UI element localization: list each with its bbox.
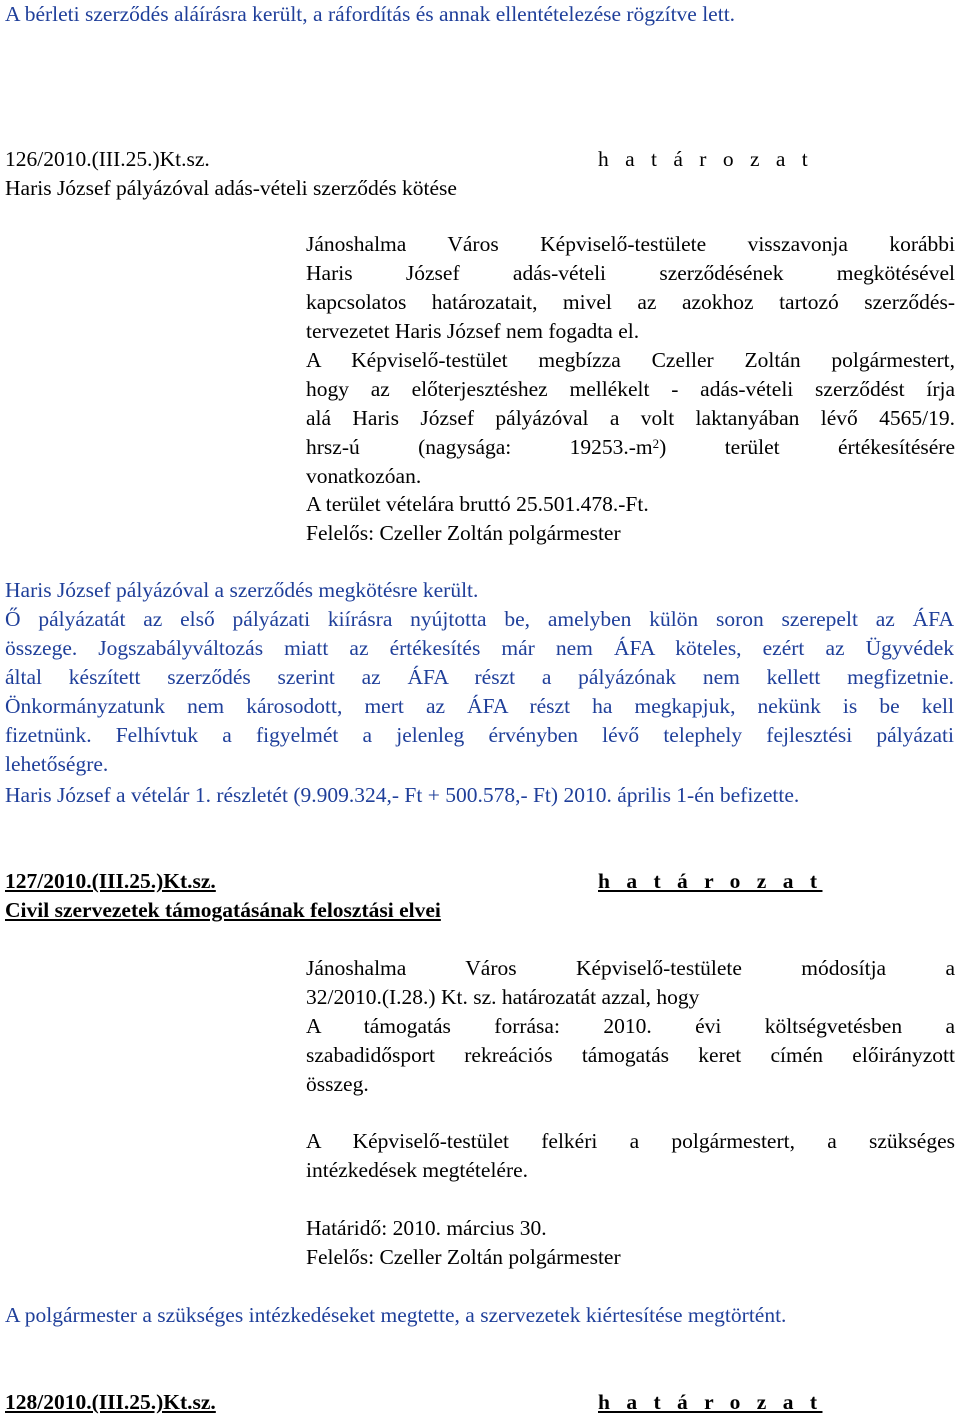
resolution-126-title: Haris József pályázóval adás-vételi szerződés kötése (5, 176, 457, 200)
resolution-126-price: A terület vételára bruttó 25.501.478.-Ft. (306, 492, 649, 516)
report-line: összege. Jogszabályváltozás miatt az értékesítés már nem ÁFA köteles, ezért az Ügyvédek (5, 636, 954, 660)
resolution-127-title: Civil szervezetek támogatásának felosztási elvei (5, 898, 441, 922)
report-126-paragraph (5, 605, 954, 779)
superscript: 2 (652, 436, 660, 451)
body-line: A támogatás forrása: 2010. évi költségvetésben a (306, 1014, 955, 1038)
body-line: kapcsolatos határozatait, mivel az azokhoz tartozó szerződés- (306, 290, 955, 314)
resolution-126-responsible: Felelős: Czeller Zoltán polgármester (306, 521, 621, 545)
resolution-127-deadline: Határidő: 2010. március 30. (306, 1216, 547, 1240)
mandate-line: A Képviselő-testület megbízza Czeller Zoltán polgármestert, (306, 348, 955, 372)
body-line: Jánoshalma Város Képviselő-testülete visszavonja korábbi (306, 232, 955, 256)
body-line: 32/2010.(I.28.) Kt. sz. határozatát azzal, hogy (306, 985, 700, 1009)
resolution-127-request (306, 1127, 955, 1185)
resolution-128-number: 128/2010.(III.25.)Kt.sz. (5, 1390, 216, 1414)
body-line: Haris József adás-vételi szerződésének megkötésével (306, 261, 955, 285)
report-127: A polgármester a szükséges intézkedéseket megtette, a szervezetek kiértesítése megtörtént. (5, 1303, 787, 1327)
body-line: Jánoshalma Város Képviselő-testülete módosítja a (306, 956, 955, 980)
resolution-127-responsible: Felelős: Czeller Zoltán polgármester (306, 1245, 621, 1269)
mandate-line: alá Haris József pályázóval a volt laktanyában lévő 4565/19. (306, 406, 955, 430)
intro-note: A bérleti szerződés aláírásra került, a ráfordítás és annak ellentételezése rögzítve lett. (5, 2, 736, 26)
resolution-126-mandate (306, 346, 955, 491)
body-line: szabadidősport rekreációs támogatás keret címén előirányzott (306, 1043, 955, 1067)
resolution-127-body (306, 954, 955, 1099)
resolution-126-number: 126/2010.(III.25.)Kt.sz. (5, 147, 210, 171)
mandate-line-hrsz (306, 433, 955, 462)
resolution-126-heading: h a t á r o z a t (598, 147, 814, 171)
report-line: fizetnünk. Felhívtuk a figyelmét a jelenleg érvényben lévő telephely fejlesztési pályázati (5, 723, 954, 747)
mandate-line: hogy az előterjesztéshez mellékelt - adás-vételi szerződést írja (306, 377, 955, 401)
report-line: Önkormányzatunk nem károsodott, mert az ÁFA részt ha megkapjuk, nekünk is be kell (5, 694, 954, 718)
resolution-126-body (306, 230, 955, 346)
resolution-128-heading: h a t á r o z a t (598, 1390, 823, 1414)
body-line: tervezetet Haris József nem fogadta el. (306, 319, 640, 343)
report-line: lehetőségre. (5, 752, 109, 776)
report-126-payment: Haris József a vételár 1. részletét (9.909.324,- Ft + 500.578,- Ft) 2010. április 1-én befizette. (5, 783, 800, 807)
report-line: Ő pályázatát az első pályázati kiírásra nyújtotta be, amelyben külön soron szerepelt az ÁFA (5, 607, 954, 631)
request-line: intézkedések megtételére. (306, 1158, 529, 1182)
resolution-127-number: 127/2010.(III.25.)Kt.sz. (5, 869, 216, 893)
body-line: összeg. (306, 1072, 369, 1096)
report-line: által készített szerződés szerint az ÁFA részt a pályázónak nem kellett megfizetnie. (5, 665, 954, 689)
request-line: A Képviselő-testület felkéri a polgármestert, a szükséges (306, 1129, 955, 1153)
hrsz-text: hrsz-ú (nagysága: 19253.-m (306, 435, 653, 459)
mandate-line: vonatkozóan. (306, 464, 422, 488)
hrsz-text-end: ) terület értékesítésére (659, 435, 955, 459)
report-126-line1: Haris József pályázóval a szerződés megkötésre került. (5, 578, 479, 602)
resolution-127-heading: h a t á r o z a t (598, 869, 823, 893)
